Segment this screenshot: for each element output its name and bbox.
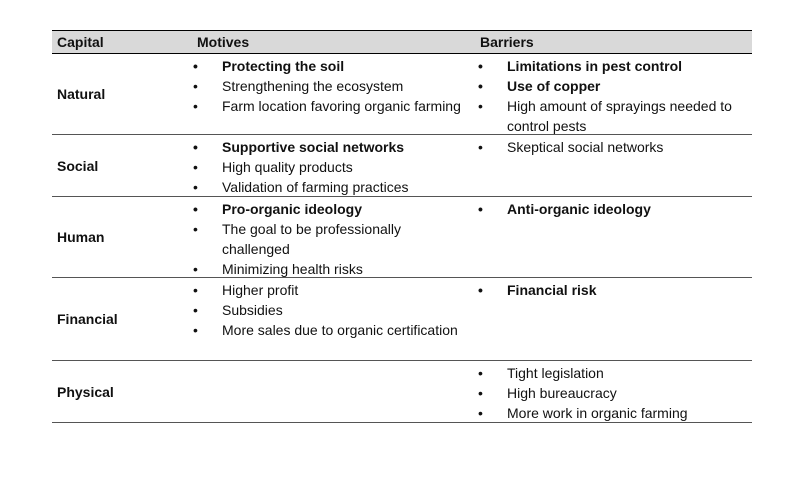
barriers-cell <box>472 197 752 277</box>
list-item: • Farm location favoring organic farming <box>187 96 472 116</box>
barriers-cell <box>472 361 752 422</box>
motives-list <box>187 197 472 279</box>
barriers-cell <box>472 278 752 360</box>
list-item: • Protecting the soil <box>187 56 472 76</box>
list-item: • Validation of farming practices <box>187 177 472 197</box>
list-item: • Pro-organic ideology <box>187 199 472 219</box>
motives-list <box>187 135 472 197</box>
header-capital: Capital <box>57 34 104 50</box>
motives-cell <box>187 135 472 196</box>
table-body <box>52 54 752 423</box>
motives-cell <box>187 197 472 277</box>
barriers-list <box>472 361 752 423</box>
header-barriers: Barriers <box>480 34 534 50</box>
motives-list <box>187 54 472 116</box>
list-item: • Supportive social networks <box>187 137 472 157</box>
motives-cell <box>187 278 472 360</box>
table-row <box>52 197 752 278</box>
list-item: • Financial risk <box>472 280 752 300</box>
table-row <box>52 54 752 135</box>
list-item: • Higher profit <box>187 280 472 300</box>
list-item: • Subsidies <box>187 300 472 320</box>
barriers-list <box>472 54 752 136</box>
capital-cell: Natural <box>57 86 106 102</box>
list-item: • Strengthening the ecosystem <box>187 76 472 96</box>
barriers-cell <box>472 54 752 134</box>
list-item: • Tight legislation <box>472 363 752 383</box>
motives-list <box>187 361 472 363</box>
list-item: • High quality products <box>187 157 472 177</box>
list-item: • The goal to be professionally challenged <box>187 219 472 259</box>
table-row <box>52 278 752 361</box>
barriers-list <box>472 135 752 157</box>
list-item: • Use of copper <box>472 76 752 96</box>
capital-cell: Financial <box>57 311 118 327</box>
list-item: • Minimizing health risks <box>187 259 472 279</box>
barriers-list <box>472 197 752 219</box>
capital-cell: Human <box>57 229 105 245</box>
motives-cell <box>187 361 472 422</box>
capital-cell: Social <box>57 157 99 174</box>
list-item: • Skeptical social networks <box>472 137 752 157</box>
header-motives: Motives <box>197 34 250 50</box>
barriers-list <box>472 278 752 300</box>
list-item: • Limitations in pest control <box>472 56 752 76</box>
list-item: • More sales due to organic certification <box>187 320 472 340</box>
list-item: • More work in organic farming <box>472 403 752 423</box>
list-item: • High amount of sprayings needed to control pests <box>472 96 752 136</box>
table-row <box>52 135 752 197</box>
table-header <box>52 30 752 54</box>
motives-cell <box>187 54 472 134</box>
motives-list <box>187 278 472 340</box>
capital-cell: Physical <box>57 383 114 400</box>
capitals-table <box>52 30 752 423</box>
barriers-cell <box>472 135 752 196</box>
list-item: • High bureaucracy <box>472 383 752 403</box>
table-row <box>52 361 752 423</box>
list-item: • Anti-organic ideology <box>472 199 752 219</box>
